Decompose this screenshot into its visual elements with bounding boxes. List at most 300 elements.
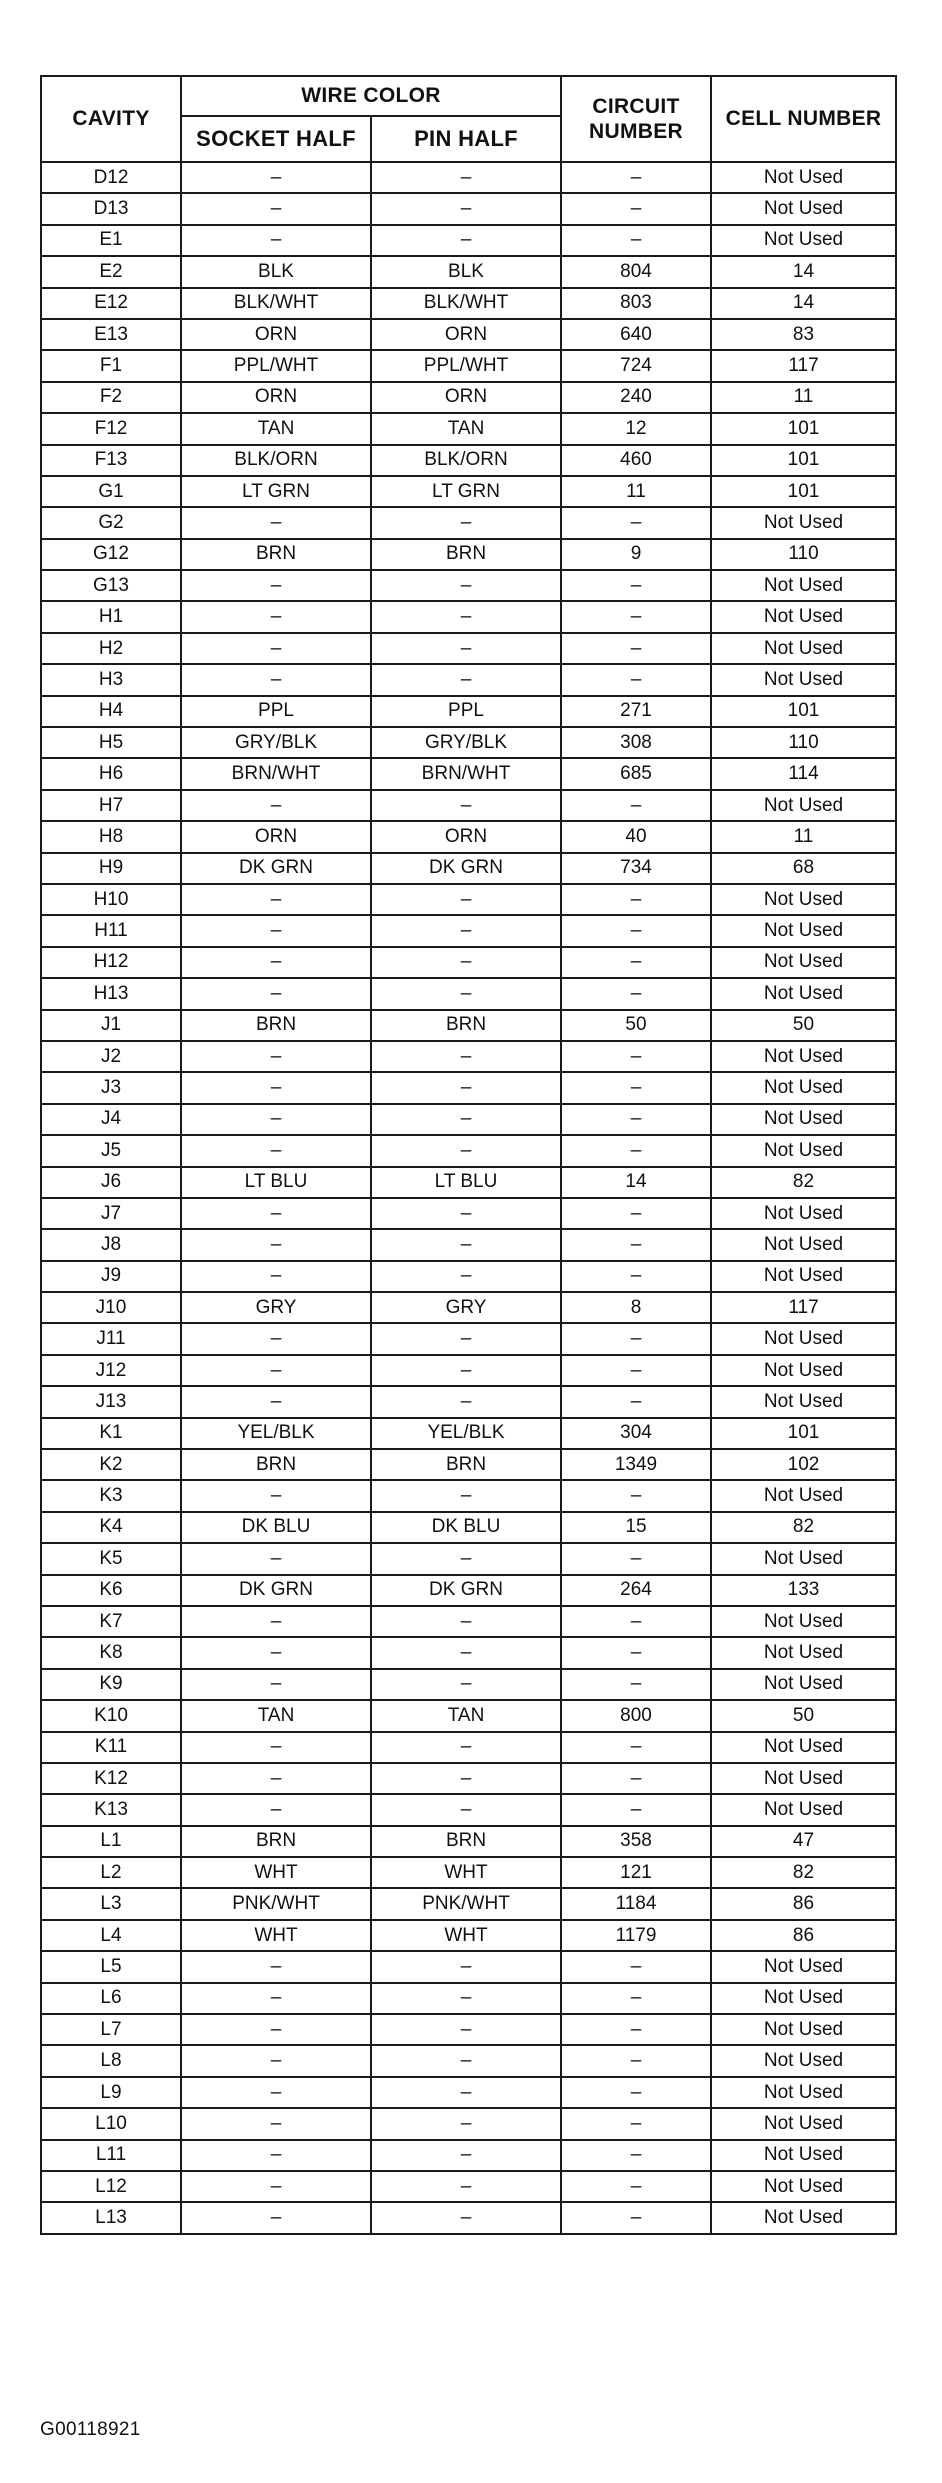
pin-half-cell: – [371, 225, 561, 256]
socket-half-cell: – [181, 1261, 371, 1292]
cavity-cell: J8 [41, 1229, 181, 1260]
cavity-cell: J2 [41, 1041, 181, 1072]
socket-half-cell: – [181, 664, 371, 695]
pin-half-cell: – [371, 1198, 561, 1229]
cavity-cell: H11 [41, 915, 181, 946]
cell-number-cell: 11 [711, 382, 896, 413]
pin-half-cell: – [371, 193, 561, 224]
pin-half-cell: – [371, 2014, 561, 2045]
table-row [41, 193, 896, 224]
socket-half-cell: BLK [181, 256, 371, 287]
circuit-number-cell: – [561, 162, 711, 193]
pin-half-cell: ORN [371, 821, 561, 852]
circuit-number-cell: 121 [561, 1857, 711, 1888]
table-row [41, 2077, 896, 2108]
cavity-cell: L7 [41, 2014, 181, 2045]
cavity-cell: L13 [41, 2202, 181, 2233]
cell-number-cell: 50 [711, 1010, 896, 1041]
pin-half-cell: DK BLU [371, 1512, 561, 1543]
table-row [41, 256, 896, 287]
table-row [41, 1072, 896, 1103]
socket-half-cell: – [181, 947, 371, 978]
circuit-number-cell: 264 [561, 1575, 711, 1606]
circuit-number-cell: – [561, 1355, 711, 1386]
cell-number-cell: 101 [711, 1418, 896, 1449]
cell-number-cell: Not Used [711, 601, 896, 632]
socket-half-cell: – [181, 225, 371, 256]
header-pin-half: PIN HALF [371, 116, 561, 162]
cell-number-cell: 117 [711, 1292, 896, 1323]
circuit-number-cell: 240 [561, 382, 711, 413]
cell-number-cell: Not Used [711, 507, 896, 538]
cavity-cell: E2 [41, 256, 181, 287]
cell-number-cell: Not Used [711, 1104, 896, 1135]
socket-half-cell: DK GRN [181, 853, 371, 884]
cavity-cell: K8 [41, 1637, 181, 1668]
circuit-number-cell: – [561, 601, 711, 632]
circuit-number-cell: 9 [561, 539, 711, 570]
header-circuit-line2: NUMBER [589, 120, 683, 143]
socket-half-cell: – [181, 193, 371, 224]
table-row [41, 1826, 896, 1857]
cell-number-cell: Not Used [711, 1951, 896, 1982]
table-row [41, 1135, 896, 1166]
cavity-cell: J10 [41, 1292, 181, 1323]
cavity-cell: K6 [41, 1575, 181, 1606]
circuit-number-cell: – [561, 633, 711, 664]
cavity-cell: G12 [41, 539, 181, 570]
cell-number-cell: Not Used [711, 1323, 896, 1354]
circuit-number-cell: – [561, 1104, 711, 1135]
cavity-cell: H3 [41, 664, 181, 695]
cell-number-cell: 86 [711, 1920, 896, 1951]
circuit-number-cell: – [561, 1951, 711, 1982]
table-row [41, 884, 896, 915]
circuit-number-cell: 8 [561, 1292, 711, 1323]
cell-number-cell: 47 [711, 1826, 896, 1857]
cavity-cell: K11 [41, 1732, 181, 1763]
cell-number-cell: 110 [711, 539, 896, 570]
socket-half-cell: – [181, 1763, 371, 1794]
pin-half-cell: – [371, 1794, 561, 1825]
pin-half-cell: PPL/WHT [371, 350, 561, 381]
socket-half-cell: LT BLU [181, 1167, 371, 1198]
table-row [41, 1512, 896, 1543]
circuit-number-cell: – [561, 1480, 711, 1511]
table-row [41, 1983, 896, 2014]
socket-half-cell: – [181, 790, 371, 821]
circuit-number-cell: 14 [561, 1167, 711, 1198]
socket-half-cell: – [181, 162, 371, 193]
socket-half-cell: – [181, 1072, 371, 1103]
cavity-cell: H10 [41, 884, 181, 915]
pin-half-cell: BRN [371, 1010, 561, 1041]
table-row [41, 947, 896, 978]
pin-half-cell: – [371, 978, 561, 1009]
pin-half-cell: BLK/ORN [371, 445, 561, 476]
circuit-number-cell: – [561, 664, 711, 695]
pin-half-cell: PNK/WHT [371, 1888, 561, 1919]
cell-number-cell: Not Used [711, 884, 896, 915]
pin-half-cell: WHT [371, 1857, 561, 1888]
pin-half-cell: WHT [371, 1920, 561, 1951]
cell-number-cell: Not Used [711, 978, 896, 1009]
pin-half-cell: – [371, 1323, 561, 1354]
pin-half-cell: – [371, 884, 561, 915]
circuit-number-cell: 271 [561, 696, 711, 727]
cell-number-cell: Not Used [711, 162, 896, 193]
cavity-cell: D13 [41, 193, 181, 224]
circuit-number-cell: – [561, 2202, 711, 2233]
table-row [41, 1920, 896, 1951]
socket-half-cell: TAN [181, 1700, 371, 1731]
socket-half-cell: – [181, 2077, 371, 2108]
socket-half-cell: – [181, 2171, 371, 2202]
cavity-cell: K4 [41, 1512, 181, 1543]
pin-half-cell: DK GRN [371, 853, 561, 884]
socket-half-cell: TAN [181, 413, 371, 444]
cavity-cell: H13 [41, 978, 181, 1009]
cavity-cell: L2 [41, 1857, 181, 1888]
pin-half-cell: – [371, 1606, 561, 1637]
pin-half-cell: LT BLU [371, 1167, 561, 1198]
cell-number-cell: Not Used [711, 1135, 896, 1166]
connector-table-sheet [40, 75, 897, 2235]
cavity-cell: J9 [41, 1261, 181, 1292]
socket-half-cell: – [181, 2140, 371, 2171]
table-row [41, 2202, 896, 2233]
table-row [41, 1606, 896, 1637]
circuit-number-cell: 11 [561, 476, 711, 507]
socket-half-cell: BLK/WHT [181, 288, 371, 319]
pin-half-cell: – [371, 947, 561, 978]
header-circuit-line1: CIRCUIT [592, 95, 680, 118]
cell-number-cell: Not Used [711, 1355, 896, 1386]
pin-half-cell: – [371, 1669, 561, 1700]
cell-number-cell: Not Used [711, 1041, 896, 1072]
cavity-cell: L10 [41, 2108, 181, 2139]
pin-half-cell: ORN [371, 382, 561, 413]
cavity-cell: F12 [41, 413, 181, 444]
pin-half-cell: GRY [371, 1292, 561, 1323]
cell-number-cell: Not Used [711, 947, 896, 978]
table-row [41, 445, 896, 476]
cell-number-cell: Not Used [711, 193, 896, 224]
pin-half-cell: BRN [371, 539, 561, 570]
cavity-cell: E13 [41, 319, 181, 350]
socket-half-cell: – [181, 884, 371, 915]
cell-number-cell: Not Used [711, 1669, 896, 1700]
connector-end-view-table [40, 75, 897, 2235]
table-row [41, 319, 896, 350]
socket-half-cell: – [181, 2108, 371, 2139]
cell-number-cell: 101 [711, 413, 896, 444]
cavity-cell: H5 [41, 727, 181, 758]
pin-half-cell: – [371, 1104, 561, 1135]
table-row [41, 162, 896, 193]
circuit-number-cell: – [561, 1732, 711, 1763]
circuit-number-cell: 40 [561, 821, 711, 852]
circuit-number-cell: 460 [561, 445, 711, 476]
circuit-number-cell: 1349 [561, 1449, 711, 1480]
socket-half-cell: BLK/ORN [181, 445, 371, 476]
socket-half-cell: BRN [181, 1449, 371, 1480]
table-row [41, 1575, 896, 1606]
pin-half-cell: – [371, 1072, 561, 1103]
table-row [41, 1010, 896, 1041]
cavity-cell: L8 [41, 2045, 181, 2076]
table-row [41, 1261, 896, 1292]
socket-half-cell: ORN [181, 821, 371, 852]
table-row [41, 1386, 896, 1417]
table-row [41, 413, 896, 444]
table-row [41, 2014, 896, 2045]
socket-half-cell: – [181, 1606, 371, 1637]
socket-half-cell: DK GRN [181, 1575, 371, 1606]
cavity-cell: G1 [41, 476, 181, 507]
socket-half-cell: – [181, 1983, 371, 2014]
cell-number-cell: 86 [711, 1888, 896, 1919]
circuit-number-cell: 724 [561, 350, 711, 381]
table-row [41, 539, 896, 570]
circuit-number-cell: – [561, 193, 711, 224]
cell-number-cell: Not Used [711, 1794, 896, 1825]
table-row [41, 1700, 896, 1731]
pin-half-cell: BLK [371, 256, 561, 287]
table-body [41, 162, 896, 2234]
cell-number-cell: Not Used [711, 1072, 896, 1103]
socket-half-cell: BRN [181, 539, 371, 570]
table-row [41, 664, 896, 695]
cavity-cell: G13 [41, 570, 181, 601]
pin-half-cell: BLK/WHT [371, 288, 561, 319]
socket-half-cell: – [181, 570, 371, 601]
cell-number-cell: 82 [711, 1167, 896, 1198]
table-row [41, 1480, 896, 1511]
cell-number-cell: 101 [711, 696, 896, 727]
cell-number-cell: 83 [711, 319, 896, 350]
cavity-cell: F1 [41, 350, 181, 381]
socket-half-cell: PPL/WHT [181, 350, 371, 381]
circuit-number-cell: 685 [561, 758, 711, 789]
pin-half-cell: – [371, 1355, 561, 1386]
socket-half-cell: – [181, 601, 371, 632]
table-row [41, 853, 896, 884]
socket-half-cell: – [181, 2014, 371, 2045]
circuit-number-cell: – [561, 2077, 711, 2108]
pin-half-cell: LT GRN [371, 476, 561, 507]
socket-half-cell: – [181, 1323, 371, 1354]
cavity-cell: H7 [41, 790, 181, 821]
pin-half-cell: – [371, 1261, 561, 1292]
cell-number-cell: Not Used [711, 1732, 896, 1763]
socket-half-cell: LT GRN [181, 476, 371, 507]
cavity-cell: H1 [41, 601, 181, 632]
socket-half-cell: – [181, 2045, 371, 2076]
pin-half-cell: – [371, 790, 561, 821]
socket-half-cell: – [181, 978, 371, 1009]
circuit-number-cell: 800 [561, 1700, 711, 1731]
circuit-number-cell: 804 [561, 256, 711, 287]
circuit-number-cell: – [561, 2108, 711, 2139]
pin-half-cell: BRN [371, 1826, 561, 1857]
socket-half-cell: DK BLU [181, 1512, 371, 1543]
table-row [41, 758, 896, 789]
pin-half-cell: – [371, 2045, 561, 2076]
table-row [41, 1104, 896, 1135]
cell-number-cell: Not Used [711, 915, 896, 946]
cell-number-cell: Not Used [711, 1606, 896, 1637]
socket-half-cell: – [181, 1355, 371, 1386]
cavity-cell: D12 [41, 162, 181, 193]
circuit-number-cell: – [561, 2045, 711, 2076]
cell-number-cell: 14 [711, 288, 896, 319]
socket-half-cell: – [181, 507, 371, 538]
cell-number-cell: Not Used [711, 1637, 896, 1668]
cell-number-cell: Not Used [711, 1229, 896, 1260]
pin-half-cell: YEL/BLK [371, 1418, 561, 1449]
circuit-number-cell: 1184 [561, 1888, 711, 1919]
cavity-cell: L1 [41, 1826, 181, 1857]
socket-half-cell: WHT [181, 1920, 371, 1951]
circuit-number-cell: – [561, 570, 711, 601]
socket-half-cell: – [181, 1480, 371, 1511]
table-row [41, 1637, 896, 1668]
socket-half-cell: – [181, 1669, 371, 1700]
cell-number-cell: Not Used [711, 1198, 896, 1229]
cavity-cell: L4 [41, 1920, 181, 1951]
cell-number-cell: 102 [711, 1449, 896, 1480]
table-row [41, 1732, 896, 1763]
cell-number-cell: Not Used [711, 1983, 896, 2014]
cavity-cell: L11 [41, 2140, 181, 2171]
table-row [41, 1229, 896, 1260]
cell-number-cell: 101 [711, 476, 896, 507]
pin-half-cell: – [371, 2077, 561, 2108]
socket-half-cell: – [181, 1951, 371, 1982]
cavity-cell: J1 [41, 1010, 181, 1041]
pin-half-cell: – [371, 1543, 561, 1574]
table-row [41, 2171, 896, 2202]
cell-number-cell: Not Used [711, 2171, 896, 2202]
table-row [41, 790, 896, 821]
socket-half-cell: – [181, 1198, 371, 1229]
circuit-number-cell: – [561, 790, 711, 821]
socket-half-cell: GRY/BLK [181, 727, 371, 758]
cell-number-cell: Not Used [711, 790, 896, 821]
circuit-number-cell: – [561, 1072, 711, 1103]
socket-half-cell: GRY [181, 1292, 371, 1323]
cell-number-cell: Not Used [711, 633, 896, 664]
table-row [41, 1418, 896, 1449]
table-row [41, 633, 896, 664]
table-row [41, 570, 896, 601]
socket-half-cell: ORN [181, 382, 371, 413]
cavity-cell: H12 [41, 947, 181, 978]
header-cavity: CAVITY [41, 76, 181, 162]
pin-half-cell: – [371, 1732, 561, 1763]
cavity-cell: H4 [41, 696, 181, 727]
socket-half-cell: – [181, 915, 371, 946]
pin-half-cell: – [371, 2140, 561, 2171]
circuit-number-cell: – [561, 2140, 711, 2171]
pin-half-cell: – [371, 1763, 561, 1794]
circuit-number-cell: – [561, 1637, 711, 1668]
socket-half-cell: – [181, 1041, 371, 1072]
cavity-cell: K10 [41, 1700, 181, 1731]
circuit-number-cell: – [561, 1606, 711, 1637]
cavity-cell: J12 [41, 1355, 181, 1386]
circuit-number-cell: – [561, 1763, 711, 1794]
cavity-cell: J7 [41, 1198, 181, 1229]
cavity-cell: L12 [41, 2171, 181, 2202]
circuit-number-cell: 50 [561, 1010, 711, 1041]
cavity-cell: H6 [41, 758, 181, 789]
table-row [41, 601, 896, 632]
pin-half-cell: – [371, 162, 561, 193]
circuit-number-cell: – [561, 2171, 711, 2202]
circuit-number-cell: 803 [561, 288, 711, 319]
circuit-number-cell: – [561, 1983, 711, 2014]
cell-number-cell: 101 [711, 445, 896, 476]
circuit-number-cell: – [561, 1794, 711, 1825]
cavity-cell: K13 [41, 1794, 181, 1825]
pin-half-cell: – [371, 1229, 561, 1260]
socket-half-cell: PPL [181, 696, 371, 727]
cell-number-cell: Not Used [711, 1763, 896, 1794]
cavity-cell: K12 [41, 1763, 181, 1794]
cavity-cell: K9 [41, 1669, 181, 1700]
pin-half-cell: – [371, 1637, 561, 1668]
cell-number-cell: Not Used [711, 1261, 896, 1292]
circuit-number-cell: 15 [561, 1512, 711, 1543]
cell-number-cell: Not Used [711, 570, 896, 601]
circuit-number-cell: – [561, 1543, 711, 1574]
socket-half-cell: ORN [181, 319, 371, 350]
cavity-cell: L5 [41, 1951, 181, 1982]
pin-half-cell: – [371, 1983, 561, 2014]
table-row [41, 350, 896, 381]
cell-number-cell: Not Used [711, 1386, 896, 1417]
circuit-number-cell: – [561, 947, 711, 978]
circuit-number-cell: – [561, 978, 711, 1009]
pin-half-cell: – [371, 1951, 561, 1982]
cavity-cell: J13 [41, 1386, 181, 1417]
socket-half-cell: YEL/BLK [181, 1418, 371, 1449]
pin-half-cell: – [371, 2108, 561, 2139]
pin-half-cell: – [371, 1041, 561, 1072]
circuit-number-cell: – [561, 1135, 711, 1166]
cell-number-cell: 117 [711, 350, 896, 381]
circuit-number-cell: – [561, 1261, 711, 1292]
pin-half-cell: – [371, 1480, 561, 1511]
table-row [41, 1763, 896, 1794]
circuit-number-cell: 308 [561, 727, 711, 758]
table-row [41, 978, 896, 1009]
cell-number-cell: Not Used [711, 2014, 896, 2045]
table-row [41, 2140, 896, 2171]
table-row [41, 288, 896, 319]
table-row [41, 1543, 896, 1574]
cell-number-cell: 50 [711, 1700, 896, 1731]
header-circuit-number [561, 76, 711, 162]
cavity-cell: K2 [41, 1449, 181, 1480]
table-row [41, 1198, 896, 1229]
socket-half-cell: – [181, 1637, 371, 1668]
socket-half-cell: BRN [181, 1010, 371, 1041]
circuit-number-cell: – [561, 1198, 711, 1229]
socket-half-cell: – [181, 2202, 371, 2233]
